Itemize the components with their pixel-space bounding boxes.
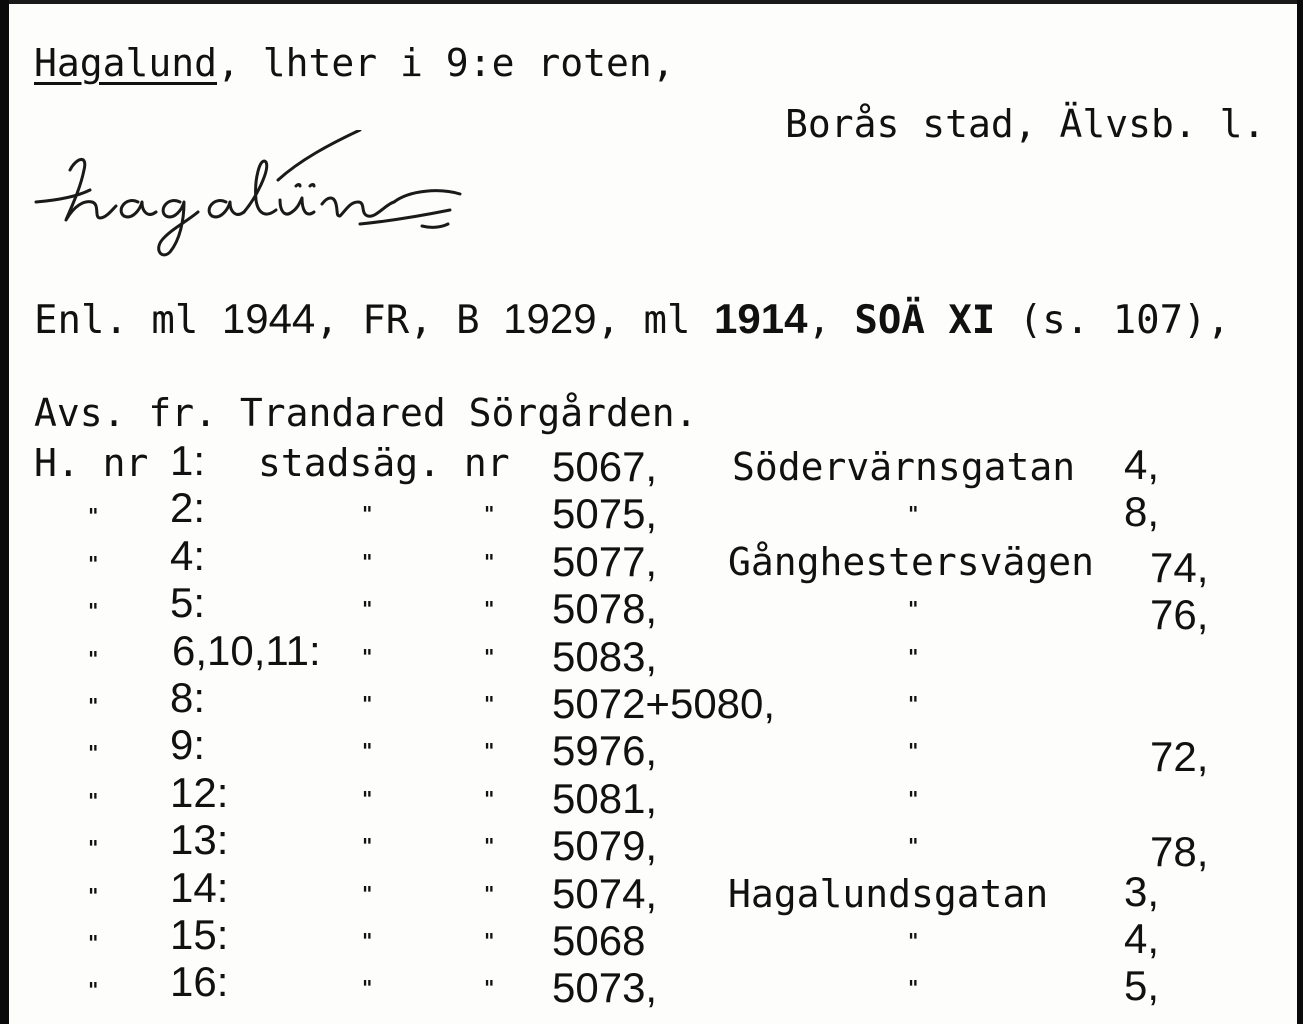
ditto-mark: " (88, 931, 99, 955)
house-number: 1: (170, 437, 206, 484)
house-number: 15: (170, 911, 229, 958)
house-number: 16: (170, 958, 229, 1006)
lot-number: 5075, (552, 490, 658, 538)
street-name: Södervärnsgatan (732, 445, 1076, 489)
ditto-mark: " (362, 644, 373, 669)
ditto-mark: " (362, 834, 373, 859)
ditto-mark: " (88, 788, 99, 813)
house-number: 12: (170, 768, 229, 816)
ditto-mark: " (362, 549, 373, 574)
street-number: 72, (1150, 733, 1209, 781)
street-number: 74, (1150, 543, 1209, 591)
ditto-mark: " (362, 881, 373, 906)
ditto-mark: " (908, 976, 919, 1001)
lot-number: 5976, (552, 727, 658, 775)
house-number: 4: (170, 531, 206, 579)
ditto-mark: " (484, 549, 495, 574)
house-number: 14: (170, 863, 229, 911)
lot-number: 5079, (552, 822, 658, 870)
place-description: , lhter i 9:e roten, (217, 41, 675, 85)
ditto-mark: " (362, 976, 373, 1001)
lot-number: 5067, (552, 443, 658, 490)
header-line (34, 42, 675, 84)
ditto-mark: " (362, 692, 373, 716)
ditto-mark: " (484, 929, 495, 953)
lot-label: stadsäg. nr (258, 441, 510, 485)
lot-number: 5077, (552, 537, 658, 585)
lot-number: 5072+5080, (552, 680, 776, 727)
ditto-mark: " (88, 978, 99, 1003)
house-number: 8: (170, 674, 206, 721)
ditto-mark: " (908, 929, 919, 953)
street-name: Hagalundsgatan (728, 871, 1049, 916)
ditto-mark: " (88, 883, 99, 908)
ditto-mark: " (484, 597, 495, 622)
sources-prefix: Enl. ml (34, 298, 199, 343)
lot-number: 5073, (552, 964, 658, 1012)
street-number: 5, (1124, 962, 1160, 1010)
ditto-mark: " (484, 834, 495, 859)
ditto-mark: " (908, 502, 919, 527)
ditto-mark: " (908, 692, 919, 716)
house-number: 9: (170, 721, 206, 769)
lot-number: 5083, (552, 632, 658, 680)
house-number: 2: (170, 484, 206, 532)
year-1944: 1944 (221, 295, 316, 342)
card-top-edge (0, 0, 1303, 4)
card-left-edge (0, 0, 9, 1024)
lot-number: 5078, (552, 585, 658, 633)
district-label: Borås stad, Älvsb. l. (785, 102, 1266, 146)
card-right-edge (1297, 0, 1303, 1024)
soa-reference: SOÄ XI (854, 298, 996, 343)
sources-line (34, 295, 1231, 343)
sources-mid-2: , ml (596, 298, 691, 343)
ditto-mark: " (484, 976, 495, 1001)
lot-number: 5068 (552, 917, 646, 964)
ditto-mark: " (484, 502, 495, 527)
house-number: 6,10,11: (172, 626, 321, 674)
street-number: 3, (1124, 867, 1160, 915)
ditto-mark: " (362, 597, 373, 622)
lot-number: 5074, (552, 869, 658, 917)
street-number: 8, (1124, 488, 1160, 536)
ditto-mark: " (908, 834, 919, 859)
street-number: 78, (1150, 828, 1209, 876)
ditto-mark: " (908, 597, 919, 622)
year-1929: 1929 (503, 295, 597, 342)
ditto-mark: " (88, 741, 99, 766)
origin-line: Avs. fr. Trandared Sörgården. (34, 391, 698, 435)
ditto-mark: " (362, 739, 373, 764)
ditto-mark: " (484, 881, 495, 906)
ditto-mark: " (88, 694, 99, 718)
handwritten-dialect-form (30, 130, 550, 270)
ditto-mark: " (362, 502, 373, 527)
ditto-mark: " (88, 504, 99, 529)
street-number: 76, (1150, 591, 1209, 639)
street-number: 4, (1124, 915, 1160, 962)
street-number: 4, (1124, 441, 1160, 488)
ditto-mark: " (484, 692, 495, 716)
ditto-mark: " (908, 786, 919, 811)
ditto-mark: " (484, 739, 495, 764)
ditto-mark: " (88, 599, 99, 624)
page-reference: (s. 107), (1018, 298, 1231, 343)
ditto-mark: " (362, 929, 373, 953)
lot-number: 5081, (552, 774, 658, 822)
street-name: Gånghestersvägen (728, 539, 1095, 584)
place-name: Hagalund (34, 41, 218, 85)
year-1914: 1914 (714, 295, 808, 342)
ditto-mark: " (484, 786, 495, 811)
house-number: 5: (170, 579, 206, 627)
house-number: 13: (170, 816, 229, 864)
ditto-mark: " (88, 551, 99, 576)
ditto-mark: " (88, 836, 99, 861)
ditto-mark: " (362, 786, 373, 811)
ditto-mark: " (88, 646, 99, 671)
row-prefix: H. nr (34, 441, 149, 485)
ditto-mark: " (908, 739, 919, 764)
sources-mid-1: , FR, B (315, 298, 480, 343)
ditto-mark: " (484, 644, 495, 669)
sources-comma: , (807, 298, 831, 343)
ditto-mark: " (908, 644, 919, 669)
